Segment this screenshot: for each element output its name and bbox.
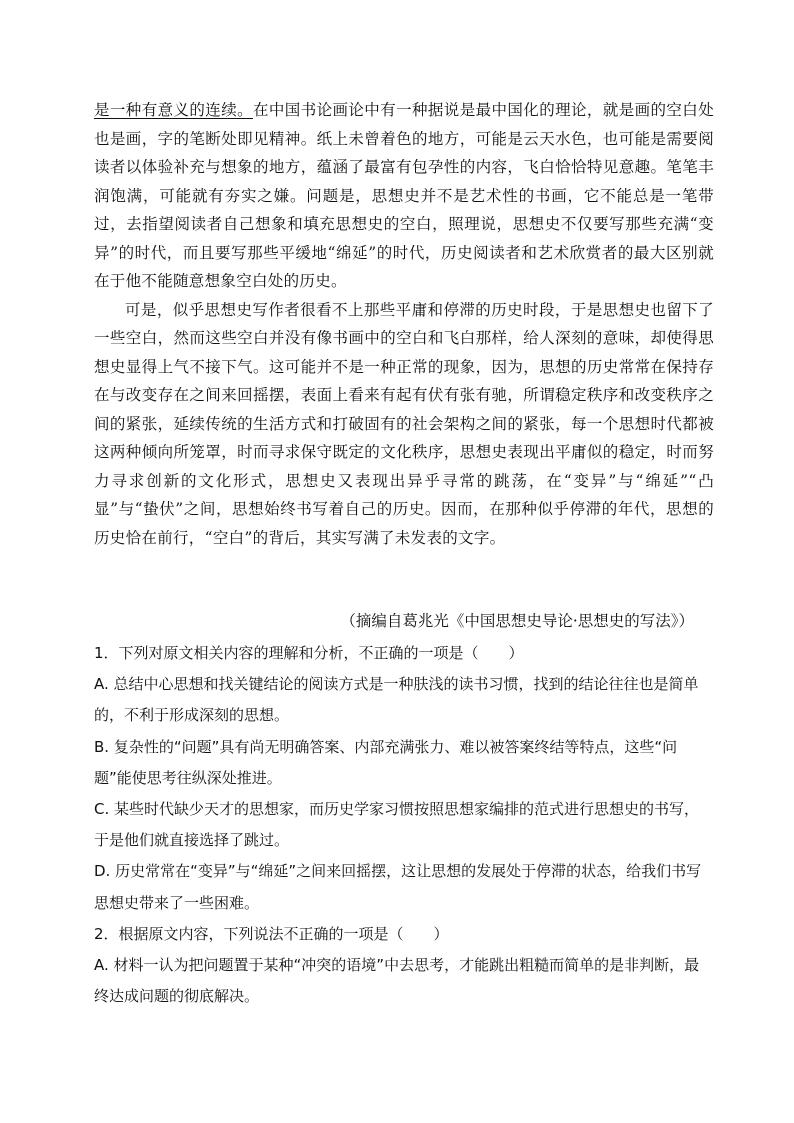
source-citation: （摘编自葛兆光《中国思想史导论·思想史的写法》） (340, 612, 694, 630)
question-1-option-d: D. 历史常常在“变异”与“绵延”之间来回摇摆，这让思想的发展处于停滞的状态，给我们书写思想史带来了一些困难。 (94, 862, 702, 912)
reading-passage (94, 96, 714, 552)
question-2-option-a: A. 材料一认为把问题置于某种“冲突的语境”中去思考，才能跳出粗糙而简单的是非判断，最终达成问题的彻底解决。 (94, 956, 700, 1006)
paragraph-1-text: 在中国书论画论中有一种据说是最中国化的理论，就是画的空白处也是画，字的笔断处即见精神。纸上未曾着色的地方，可能是云天水色，也可能是需要阅读者以体验补充与想象的地方，蕴涵了最富有包孕性的内容，飞白恰恰特见意趣。笔笔丰润饱满，可能就有夯实之嫌。问题是，思想史并不是艺术性的书画，它不能总是一笔带过，去指望阅读者自己想象和填充思想史的空白，照理说，思想史不仅要写那些充满“变异”的时代，而且要写那些平缓地“绵延”的时代，历史阅读者和艺术欣赏者的最大区别就在于他不能随意想象空白处的历史。 (94, 101, 714, 290)
question-2-stem: 2．根据原文内容，下列说法不正确的一项是（ ） (94, 924, 449, 943)
passage-paragraph-1 (94, 96, 714, 296)
passage-paragraph-2: 可是，似乎思想史写作者很看不上那些平庸和停滞的历史时段，于是思想史也留下了一些空白，然而这些空白并没有像书画中的空白和飞白那样，给人深刻的意味，却使得思想史显得上气不接下气。这可能并不是一种正常的现象，因为，思想的历史常常在保持存在与改变存在之间来回摇摆，表面上看来有起有伏有张有驰，所谓稳定秩序和改变秩序之间的紧张，延续传统的生活方式和打破固有的社会架构之间的紧张，每一个思想时代都被这两种倾向所笼罩，时而寻求保守既定的文化秩序，思想史表现出平庸似的稳定，时而努力寻求创新的文化形式，思想史又表现出异乎寻常的跳荡，在“变异”与“绵延”“凸显”与“蛰伏”之间，思想始终书写着自己的历史。因而，在那种似乎停滞的年代，思想的历史恰在前行，“空白”的背后，其实写满了未发表的文字。 (94, 300, 714, 547)
question-1-option-c: C. 某些时代缺少天才的思想家，而历史学家习惯按照思想家编排的范式进行思想史的书写，于是他们就直接选择了跳过。 (94, 800, 700, 850)
question-1-stem: 1．下列对原文相关内容的理解和分析，不正确的一项是（ ） (94, 644, 524, 662)
question-section (94, 638, 709, 1012)
question-1-option-a: A. 总结中心思想和找关键结论的阅读方式是一种肤浅的读书习惯，找到的结论往往也是简单的，不利于形成深刻的思想。 (94, 675, 699, 725)
question-1-option-b: B. 复杂性的“问题”具有尚无明确答案、内部充满张力、难以被答案终结等特点，这些“问题”能使思考往纵深处推进。 (94, 737, 678, 787)
underlined-lead-text: 是一种有意义的连续。 (94, 101, 253, 119)
